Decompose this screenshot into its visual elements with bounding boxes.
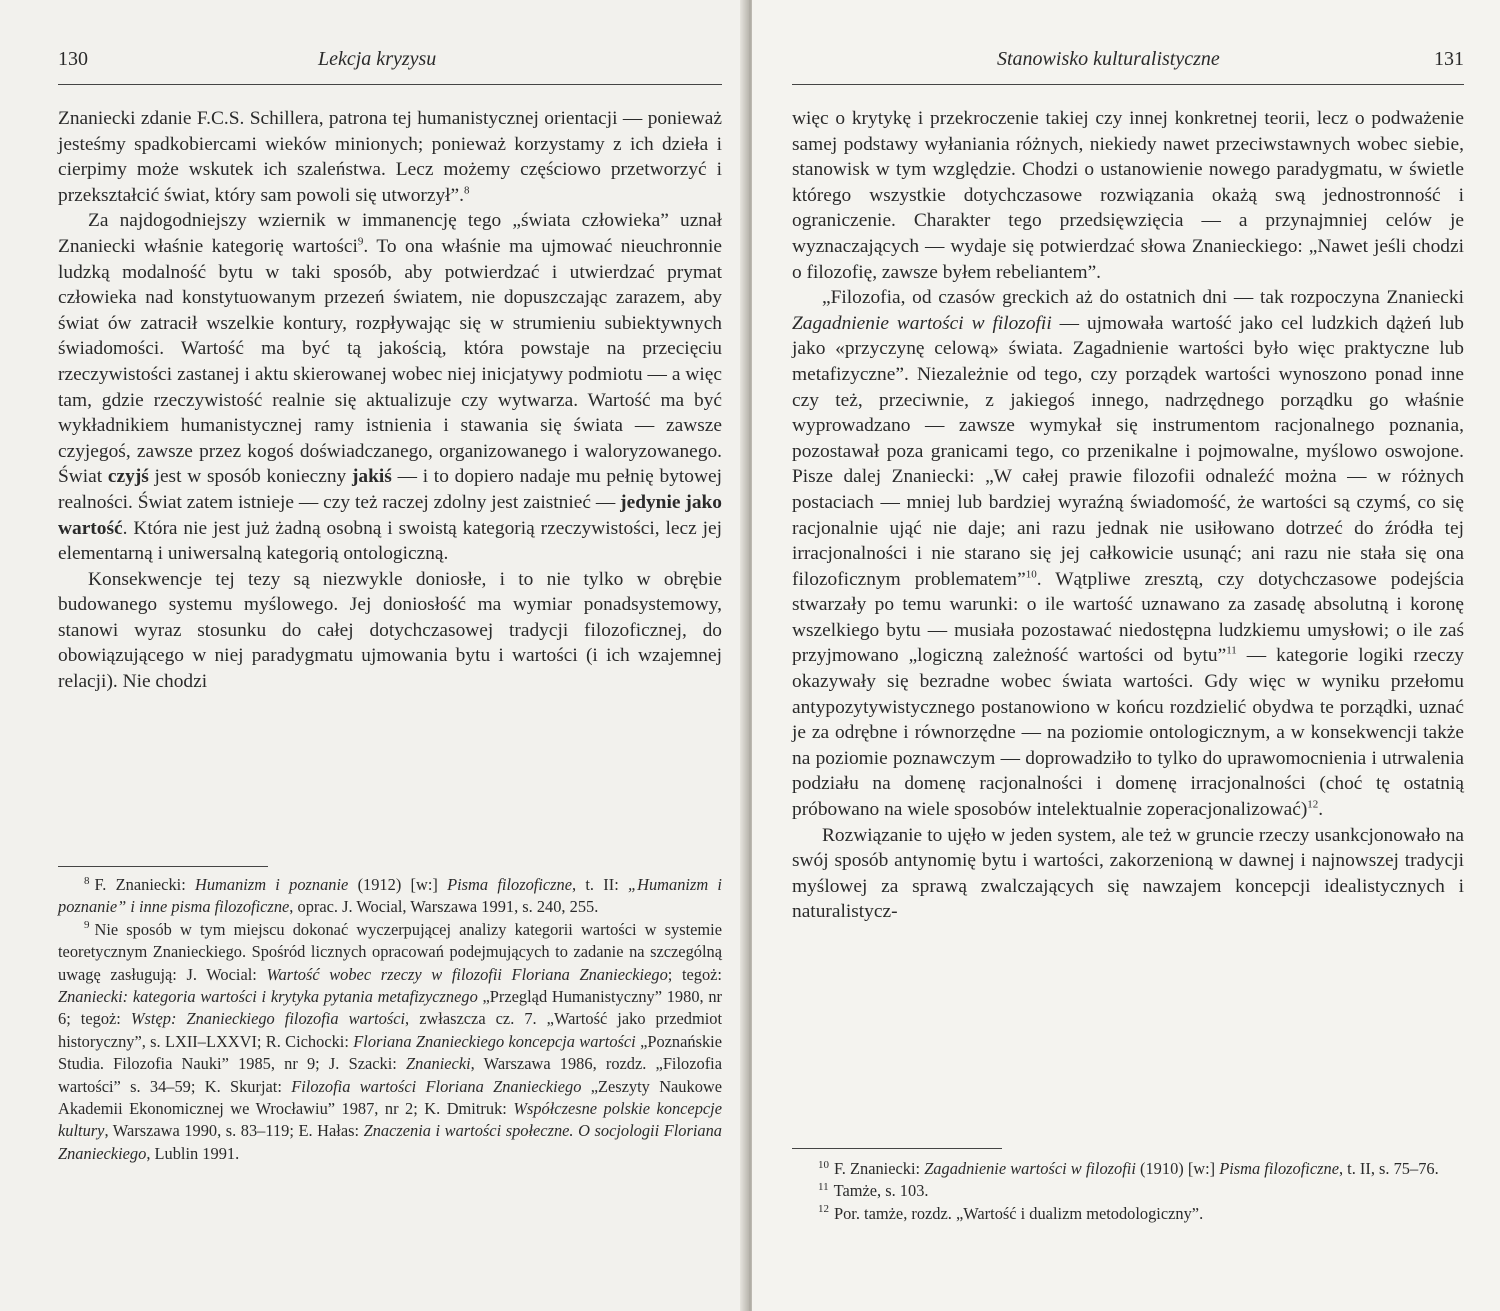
body-paragraph: Rozwiązanie to ujęło w jeden system, ale też w gruncie rzeczy usankcjonowało na swój sposób antynomię bytu i wartości, zakorzenioną w dawnej i najnowszej tradycji myślowej za sprawą zwalczających się nawzajem koncepcji idealistycznych i naturalistycz- — [792, 824, 1464, 923]
left-page-header — [58, 48, 722, 74]
footnote-mark: 12 — [818, 1203, 829, 1216]
header-rule — [792, 84, 1464, 85]
page-number: 131 — [1434, 48, 1464, 70]
footnote — [792, 1158, 1464, 1180]
footnote-mark: 10 — [818, 1158, 829, 1171]
header-rule — [58, 84, 722, 85]
footnote-text: F. Znaniecki: Humanizm i poznanie (1912) [w:] Pisma filozoficzne, t. II: „Humanizm i poznanie” i inne pisma filozoficzne, oprac. J. Wocial, Warszawa 1991, s. 240, 255. — [58, 875, 722, 917]
left-page — [0, 0, 748, 1311]
body-paragraph: Za najdogodniejszy wziernik w immanencję tego „świata człowieka” uznał Znaniecki właśnie kategorię wartości$^9$. To ona właśnie ma ujmować nieuchronnie ludzką modalność bytu w taki sposób, aby potwierdzać i utwierdzać prymat człowieka nad konstytuowanym przezeń światem, nie dopuszczając zarazem, aby świat ów zatracił wszelkie kontury, rozpływając się w strumieniu subiektywnych świadomości. Wartość ma być tą jakością, która powstaje na przecięciu rzeczywistości zastanej i aktu skierowanej wobec niej inicjatywy podmiotu — a więc tam, gdzie rzeczywistość realnie się aktualizuje czy wytwarza. Wartość ma być wykładnikiem humanistycznej ramy istnienia i stawania się świata — zawsze czyjegoś, zawsze przez kogoś doświadczanego, organizowanego i waloryzowanego. Świat czyjś jest w sposób konieczny jakiś — i to dopiero nadaje mu pełnię bytowej realności. Świat zatem istnieje — czy też raczej zdolny jest zaistnieć — jedynie jako wartość. Która nie jest już żadną osobną i swoistą kategorią rzeczywistości, lecz jej elementarną i uniwersalną kategorią ontologiczną. — [58, 210, 722, 565]
right-page-header — [792, 48, 1464, 74]
footnote-rule — [58, 866, 268, 867]
left-footnotes — [58, 874, 722, 1165]
footnote-rule — [792, 1148, 1002, 1149]
footnote-mark: 9 — [84, 919, 90, 932]
page-number: 130 — [58, 48, 88, 70]
running-title: Stanowisko kulturalistyczne — [997, 48, 1220, 70]
footnote-mark: 8 — [84, 874, 90, 887]
running-title: Lekcja kryzysu — [318, 48, 437, 70]
footnote-mark: 11 — [818, 1180, 829, 1193]
footnote-text: Tamże, s. 103. — [833, 1181, 929, 1201]
footnote — [792, 1203, 1464, 1225]
right-body-text — [792, 106, 1464, 925]
body-paragraph: więc o krytykę i przekroczenie takiej czy innej konkretnej teorii, lecz o podważenie samej podstawy wyłaniania różnych, niekiedy nawet przeciwstawnych wobec siebie, stanowisk w tym względzie. Chodzi o ustanowienie nowego paradygmatu, w świetle którego wszystkie dotychczasowe rozwiązania okażą swą jednostronność i ograniczenie. Charakter tego przedsięwzięcia — a przynajmniej celów je wyznaczających — wydaje się potwierdzać słowa Znanieckiego: „Nawet jeśli chodzi o filozofię, zawsze byłem rebeliantem”. — [792, 108, 1464, 283]
footnote-text: Por. tamże, rozdz. „Wartość i dualizm metodologiczny”. — [834, 1203, 1204, 1223]
footnote — [58, 874, 722, 919]
right-page — [752, 0, 1500, 1311]
footnote — [792, 1180, 1464, 1202]
footnote-text: F. Znaniecki: Zagadnienie wartości w filozofii (1910) [w:] Pisma filozoficzne, t. II, s. 75–76. — [834, 1159, 1439, 1178]
footnote — [58, 919, 722, 1165]
body-paragraph: Konsekwencje tej tezy są niezwykle doniosłe, i to nie tylko w obrębie budowanego systemu myślowego. Jej doniosłość ma wymiar ponadsystemowy, stanowi wyraz stosunku do całej dotychczasowej tradycji filozoficznej, do obowiązującego w niej paradygmatu ujmowania bytu i wartości (i ich wzajemnej relacji). Nie chodzi — [58, 568, 722, 693]
body-paragraph: Znaniecki zdanie F.C.S. Schillera, patrona tej humanistycznej orientacji — ponieważ jesteśmy spadkobiercami wieków minionych; ponieważ korzystamy z ich dzieła i cierpimy może wskutek ich szaleństwa. Lecz możemy częściowo przetworzyć i przekształcić świat, który sam powoli się utworzył”.$^8$ — [58, 108, 722, 206]
left-body-text — [58, 106, 722, 695]
right-footnotes — [792, 1158, 1464, 1225]
body-paragraph: „Filozofia, od czasów greckich aż do ostatnich dni — tak rozpoczyna Znaniecki Zagadnienie wartości w filozofii — ujmowała wartość jako cel ludzkich dążeń lub jako «przyczynę celową» świata. Zagadnienie wartości było więc praktyczne lub metafizyczne”. Niezależnie od tego, czy porządek wartości wynoszono ponad inne czy też, przeciwnie, z jakiegoś innego, nadrzędnego porządku go właśnie wyprowadzano — zawsze wymykał się instrumentom racjonalnego poznania, pozostawał poza granicami tego, co przenikalne i pojmowalne, myślowo oswojone. Pisze dalej Znaniecki: „W całej prawie filozofii odnaleźć można — w różnych postaciach — mniej lub bardziej wyraźną świadomość, że wartości są czymś, co się racjonalnie ująć nie daje; ani razu jednak nie usiłowano dotrzeć do źródła tej irracjonalności i nie starano się jej całkowicie usunąć; ani razu nie stała się ona filozoficznym problematem”$^{10}$. Wątpliwe zresztą, czy dotychczasowe podejścia stwarzały po temu warunki: o ile wartość uznawano za zasadę absolutną i koronę wszelkiego bytu — musiała pozostawać niedostępna ludzkiemu umysłowi; o ile zaś przyjmowano „logiczną zależność wartości od bytu”$^{11}$ — kategorie logiki rzeczy okazywały się bezradne wobec świata wartości. Gdy więc w wyniku przełomu antypozytywistycznego postanowiono w końcu rozdzielić obydwa te porządki, uznać je za odrębne i równorzędne — na poziomie ontologicznym, a w konsekwencji także na poziomie poznawczym — doprowadziło to tylko do uprawomocnienia i utrwalenia podziału na domenę racjonalności i domenę irracjonalności (choć tę ostatnią próbowano na wiele sposobów intelektualnie zoperacjonalizować)$^{12}$. — [792, 287, 1465, 821]
footnote-text: Nie sposób w tym miejscu dokonać wyczerpującej analizy kategorii wartości w systemie teoretycznym Znanieckiego. Spośród licznych opracowań podejmujących to zadanie na szczególną uwagę zasługują: J. Wocial: Wartość wobec rzeczy w filozofii Floriana Znanieckiego; tegoż: Znaniecki: kategoria wartości i krytyka pytania metafizycznego „Przegląd Humanistyczny” 1980, nr 6; tegoż: Wstęp: Znanieckiego filozofia wartości, zwłaszcza cz. 7. „Wartość jako przedmiot historyczny”, s. LXII–LXXVI; R. Cichocki: Floriana Znanieckiego koncepcja wartości „Poznańskie Studia. Filozofia Nauki” 1985, nr 9; J. Szacki: Znaniecki, Warszawa 1986, rozdz. „Filozofia wartości” s. 34–59; K. Skurjat: Filozofia wartości Floriana Znanieckiego „Zeszyty Naukowe Akademii Ekonomicznej we Wrocławiu” 1987, nr 2; K. Dmitruk: Współczesne polskie koncepcje kultury, Warszawa 1990, s. 83–119; E. Hałas: Znaczenia i wartości społeczne. O socjologii Floriana Znanieckiego, Lublin 1991. — [58, 919, 723, 1163]
